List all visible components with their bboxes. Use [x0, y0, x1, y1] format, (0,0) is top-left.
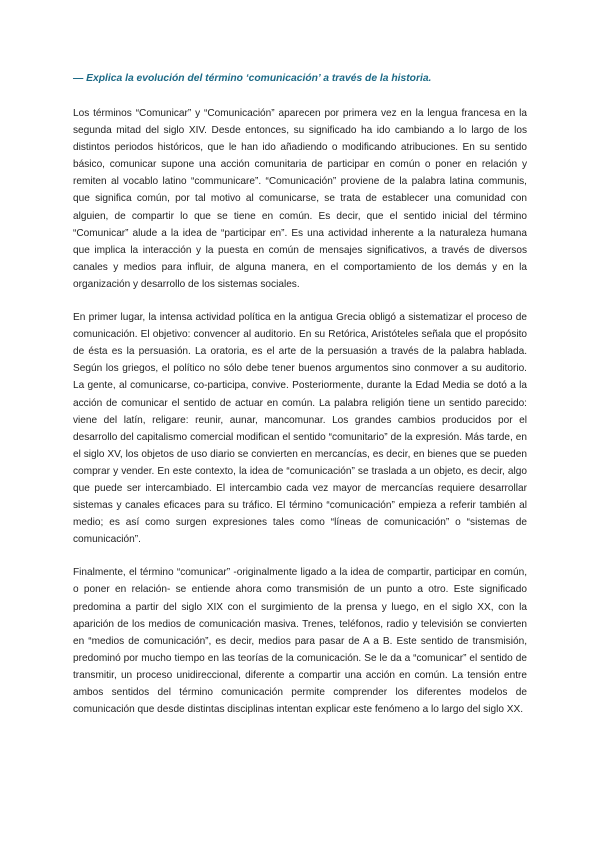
question-heading: — Explica la evolución del término ‘comunicación’ a través de la historia. — [73, 73, 432, 84]
paragraph-3: Finalmente, el término “comunicar” -originalmente ligado a la idea de compartir, participar en común, o poner en relación- se entiende ahora como transmisión de un punto a otro. Este significado predomina a partir del siglo XIX con el surgimiento de la prensa y luego, en el siglo XX, con la aparición de los medios de comunicación masiva. Trenes, teléfonos, radio y televisión se convierten en “medios de comunicación”, es decir, medios para pasar de A a B. Este sentido de transmisión, predominó por mucho tiempo en las teorías de la comunicación. Se le da a “comunicar” el sentido de transmitir, un proceso unidireccional, diferente a compartir una acción en común. La tensión entre ambos sentidos del término comunicación permite comprender los diferentes modelos de comunicación que desde distintas disciplinas intentan explicar este fenómeno a lo largo del siglo XX. — [73, 567, 527, 716]
paragraph-1: Los términos “Comunicar” y “Comunicación” aparecen por primera vez en la lengua francesa en la segunda mitad del siglo XIV. Desde entonces, su significado ha ido cambiando a lo largo de los distintos periodos históricos, que le han ido añadiendo o modificando atribuciones. En su sentido básico, comunicar supone una acción comunitaria de participar en común o poner en relación y remiten al vocablo latino “communicare”. “Comunicación” proviene de la palabra latina communis, que significa común, por tal motivo al comunicarse, se trata de establecer una comunidad con alguien, de compartir lo que se tiene en común. Es decir, que el sentido inicial del término “Comunicar” alude a la idea de “participar en”. Es una actividad inherente a la naturaleza humana que implica la interacción y la puesta en común de mensajes significativos, a través de diversos canales y medios para influir, de alguna manera, en el comportamiento de los demás y en la organización y desarrollo de los sistemas sociales. — [73, 108, 527, 290]
paragraph-2: En primer lugar, la intensa actividad política en la antigua Grecia obligó a sistematizar el proceso de comunicación. El objetivo: convencer al auditorio. En su Retórica, Aristóteles señala que el propósito de ésta es la persuasión. La oratoria, es el arte de la persuasión a través de la palabra hablada. Según los griegos, el político no sólo debe tener buenos argumentos sino conmover a su auditorio. La gente, al comunicarse, co-participa, convive. Posteriormente, durante la Edad Media se dotó a la acción de comunicar el sentido de actuar en común. La palabra religión tiene un sentido parecido: viene del latín, religare: reunir, aunar, mancomunar. Los grandes cambios producidos por el desarrollo del capitalismo comercial modifican el sentido “comunitario” de la expresión. Más tarde, en el siglo XV, los objetos de uso diario se convierten en mercancías, es decir, en bienes que se pueden comprar y vender. En este contexto, la idea de “comunicación” se traslada a un objeto, es decir, algo que puede ser intercambiado. El intercambio cada vez mayor de mercancías requiere desarrollar sistemas y canales eficaces para su tráfico. El término “comunicación” empieza a referir también al medio; es así como surgen expresiones tales como “líneas de comunicación” o “sistemas de comunicación”. — [73, 312, 527, 546]
